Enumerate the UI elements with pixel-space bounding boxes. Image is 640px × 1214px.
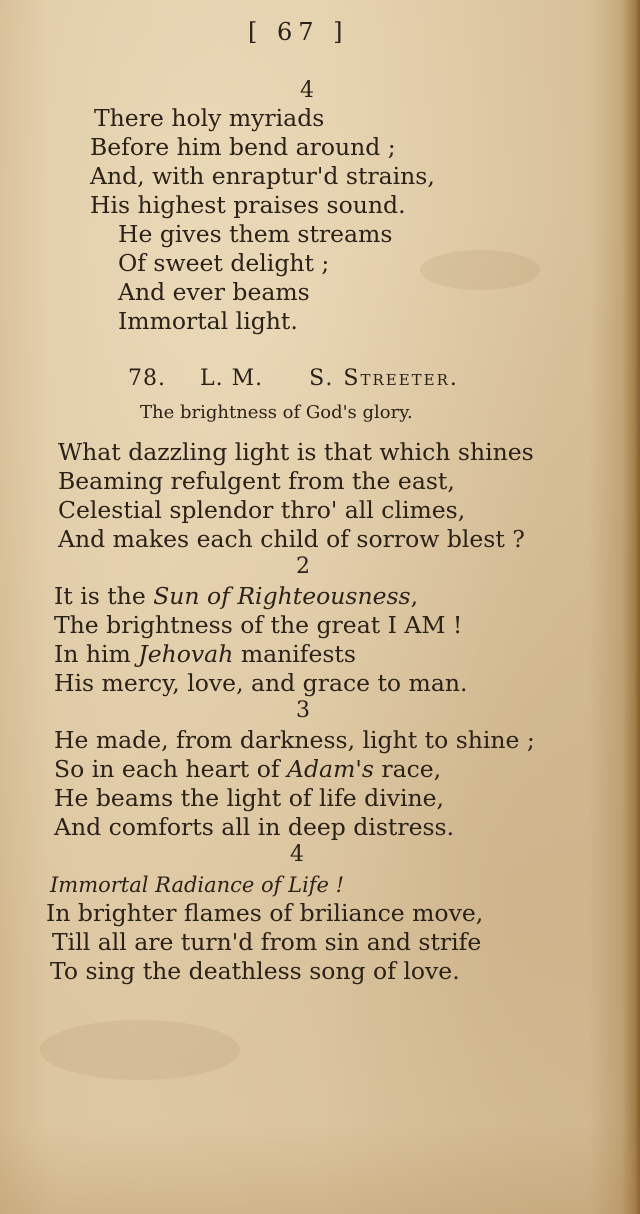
verse-line: In brighter flames of briliance move, [46, 899, 484, 927]
verse-line: Before him bend around ; [90, 133, 396, 161]
stanza-number: 2 [296, 554, 310, 579]
hymn-author: S. Streeter. [309, 366, 459, 391]
hymn-title: The brightness of God's glory. [140, 402, 413, 423]
verse-line: In him Jehovah manifests [54, 640, 356, 668]
verse-line: The brightness of the great I AM ! [54, 611, 463, 639]
verse-line: Of sweet delight ; [118, 249, 330, 277]
verse-line: Beaming refulgent from the east, [58, 467, 455, 495]
verse-line: His mercy, love, and grace to man. [54, 669, 468, 697]
verse-line: And makes each child of sorrow blest ? [58, 525, 525, 553]
verse-line: And ever beams [118, 278, 310, 306]
verse-line: He gives them streams [118, 220, 393, 248]
verse-line: His highest praises sound. [90, 191, 406, 219]
verse-line: It is the Sun of Righteousness, [54, 582, 419, 610]
verse-line: He made, from darkness, light to shine ; [54, 726, 535, 754]
hymn-meter: L. M. [200, 366, 264, 391]
verse-line: Immortal light. [118, 307, 298, 335]
page-edge-shadow [622, 0, 640, 1214]
verse-line: There holy myriads [94, 104, 325, 132]
stanza-number: 4 [290, 842, 304, 867]
verse-line: Celestial splendor thro' all climes, [58, 496, 466, 524]
verse-line: Till all are turn'd from sin and strife [52, 928, 482, 956]
paper-stain [420, 250, 540, 290]
verse-line: To sing the deathless song of love. [50, 957, 460, 985]
page-bottom-stain [0, 1124, 640, 1214]
verse-line: And, with enraptur'd strains, [90, 162, 435, 190]
verse-line: Immortal Radiance of Life ! [50, 873, 345, 897]
verse-line: And comforts all in deep distress. [54, 813, 455, 841]
hymn-header [128, 366, 459, 391]
page-number: [ 67 ] [248, 18, 349, 46]
stanza-number: 4 [300, 78, 314, 103]
verse-line: What dazzling light is that which shines [58, 438, 534, 466]
hymn-number: 78. [128, 366, 166, 391]
verse-line: So in each heart of Adam's race, [54, 755, 442, 783]
stanza-number: 3 [296, 698, 310, 723]
verse-line: He beams the light of life divine, [54, 784, 445, 812]
paper-stain [40, 1020, 240, 1080]
